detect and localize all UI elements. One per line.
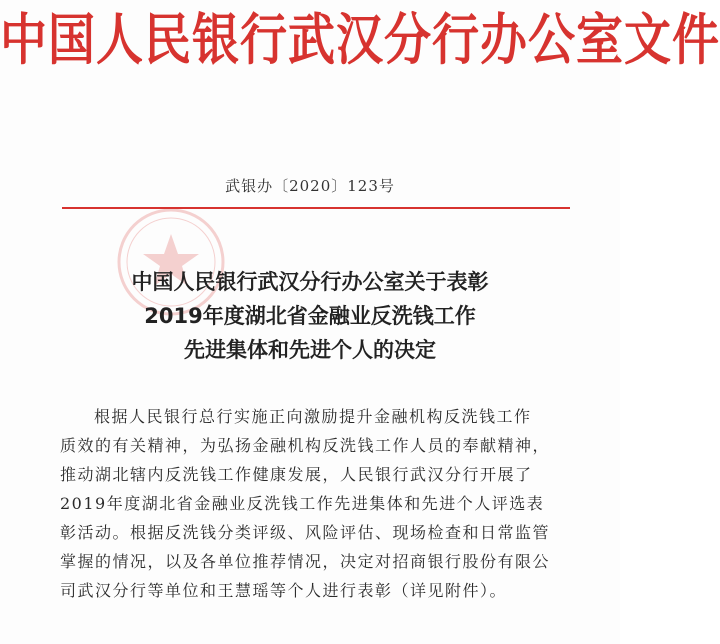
document-header-title: 中国人民银行武汉分行办公室文件 (0, 8, 720, 74)
body-line-7: 司武汉分行等单位和王慧瑶等个人进行表彰（详见附件）。 (60, 581, 508, 600)
document-number: 武银办〔2020〕123号 (225, 177, 395, 195)
document-body (60, 402, 570, 605)
body-line-1: 根据人民银行总行实施正向激励提升金融机构反洗钱工作 (94, 407, 532, 426)
body-line-6: 掌握的情况，以及各单位推荐情况，决定对招商银行股份有限公 (60, 552, 551, 571)
document-title-line-2: 2019年度湖北省金融业反洗钱工作 (144, 304, 476, 328)
body-line-4: 2019年度湖北省金融业反洗钱工作先进集体和先进个人评选表 (60, 494, 545, 513)
body-line-5: 彰活动。根据反洗钱分类评级、风险评估、现场检查和日常监管 (60, 523, 551, 542)
document-title-line-3: 先进集体和先进个人的决定 (184, 338, 436, 362)
body-line-3: 推动湖北辖内反洗钱工作健康发展，人民银行武汉分行开展了 (60, 465, 533, 484)
body-line-2: 质效的有关精神，为弘扬金融机构反洗钱工作人员的奉献精神， (60, 436, 551, 455)
document-title-line-1: 中国人民银行武汉分行办公室关于表彰 (131, 270, 489, 294)
document-title (0, 265, 620, 367)
